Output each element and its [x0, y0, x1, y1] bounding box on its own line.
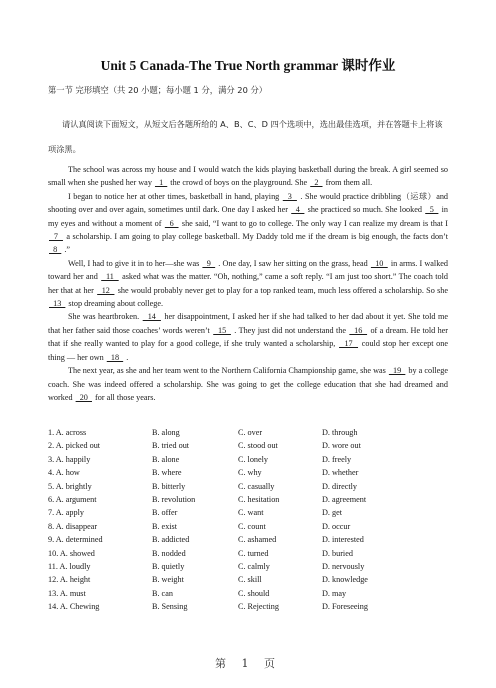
option-choice: C. hesitation [238, 494, 280, 504]
passage-text: the crowd of boys on the playground. She [168, 178, 310, 188]
option-choice: B. Sensing [152, 602, 188, 612]
blank-number: 8 [49, 245, 62, 255]
passage-text: she practiced so much. She looked [305, 205, 425, 215]
blank-number: 17 [339, 339, 359, 349]
blank-number: 2 [310, 178, 323, 188]
blank-number: 13 [49, 299, 66, 309]
passage-text: She was heartbroken. [68, 312, 142, 322]
passage-paragraph [48, 163, 448, 190]
passage-text: Well, I had to give it in to her—she was [68, 258, 202, 268]
option-choice: B. tried out [152, 441, 190, 451]
passage-text: . She would practice dribbling（运球）and shooting over and over again, sometimes until dark. One day I asked her [48, 191, 449, 215]
blank-number: 10 [370, 258, 388, 268]
option-row [48, 573, 448, 586]
passage-text: .” [62, 245, 71, 255]
option-row [48, 493, 448, 506]
instructions: 请认真阅读下面短文，从短文后各题所给的 A、B、C、D 四个选项中，选出最佳选项，并在答题卡上将该项涂黑。 [48, 119, 443, 154]
option-row [48, 560, 448, 573]
option-row [48, 600, 448, 613]
option-choice: 10. A. showed [48, 548, 95, 558]
option-choice: D. knowledge [322, 575, 368, 585]
blank-number: 3 [282, 191, 297, 201]
option-choice: 2. A. picked out [48, 441, 101, 451]
option-choice: B. addicted [152, 535, 190, 545]
option-choice: C. should [238, 588, 270, 598]
page-title: Unit 5 Canada-The True North grammar 课时作业 [100, 58, 396, 73]
option-row [48, 520, 448, 533]
blank-number: 7 [49, 232, 63, 242]
option-choice: 9. A. determined [48, 535, 103, 545]
passage-paragraph [48, 310, 448, 364]
option-choice: D. directly [322, 481, 358, 491]
passage-text: in arms. I walked toward her and [48, 258, 449, 282]
option-row [48, 506, 448, 519]
passage-text: in my eyes and without a moment of [48, 205, 449, 228]
passage-text: her disappointment, I asked her if she had talked to her dad about it yet. She told me that her father said those coaches’ words weren’t [48, 312, 448, 335]
passage-text: from them all. [323, 178, 373, 188]
option-choice: B. bitterly [152, 481, 186, 491]
option-choice: B. alone [152, 454, 180, 464]
option-choice: 8. A. disappear [48, 521, 98, 531]
passage-text: The next year, as she and her team went to the Northern California Championship game, she was [68, 366, 388, 376]
passage-text: I began to notice her at other times, basketball in hand, playing [68, 191, 282, 201]
blank-number: 16 [349, 325, 368, 335]
option-choice: B. quietly [152, 561, 185, 571]
option-choice: 1. A. across [48, 428, 87, 437]
option-choice: D. buried [322, 548, 353, 558]
option-choice: B. nodded [152, 548, 186, 558]
option-row [48, 453, 448, 466]
option-choice: D. whether [322, 468, 359, 478]
passage-text: by a college coach. She was indeed offered a scholarship. She was going to get the college education that she had dreamed and worked [48, 366, 448, 402]
passage-text: a scholarship. I am going to play college basketball. My Daddy told me if the dream is big enough, the facts don’t [63, 232, 449, 242]
passage-text: stop dreaming about college. [66, 299, 164, 309]
option-choice: 3. A. happily [48, 454, 91, 464]
option-row [48, 439, 448, 452]
blank-number: 19 [388, 366, 406, 376]
passage-text: of a dream. He told her that if she really wanted to play for a good college, if she truly wanted a scholarship, [48, 325, 449, 349]
blank-number: 4 [291, 205, 305, 215]
option-choice: B. offer [152, 508, 178, 518]
passage-paragraph [48, 190, 448, 257]
option-choice: C. stood out [238, 441, 278, 451]
option-choice: D. freely [322, 454, 352, 464]
option-choice: C. why [238, 468, 262, 478]
option-row [48, 466, 448, 479]
option-choice: 6. A. argument [48, 494, 97, 504]
option-choice: 7. A. apply [48, 508, 84, 518]
option-choice: C. skill [238, 575, 262, 585]
option-choice: D. agreement [322, 494, 367, 504]
option-row [48, 547, 448, 560]
passage-text: . One day, I saw her sitting on the grass, head [216, 258, 370, 268]
option-choice: C. casually [238, 481, 275, 491]
option-choice: D. nervously [322, 561, 365, 571]
blank-number: 9 [202, 258, 216, 268]
option-choice: D. Foreseeing [322, 602, 368, 612]
passage [48, 163, 448, 404]
option-choice: D. wore out [322, 441, 361, 451]
option-choice: B. along [152, 428, 180, 437]
option-choice: C. Rejecting [238, 602, 279, 612]
passage-text: could stop her except one thing — her own [48, 339, 448, 362]
blank-number: 20 [75, 392, 92, 402]
option-row [48, 480, 448, 493]
passage-paragraph [48, 257, 448, 311]
option-choice: C. calmly [238, 561, 270, 571]
option-choice: 11. A. loudly [48, 561, 91, 571]
option-choice: D. through [322, 428, 358, 437]
option-choice: C. count [238, 521, 266, 531]
blank-number: 15 [213, 325, 231, 335]
option-choice: B. where [152, 468, 182, 478]
option-choice: C. ashamed [238, 535, 277, 545]
option-row [48, 533, 448, 546]
option-choice: C. want [238, 508, 264, 518]
option-choice: 12. A. height [48, 575, 91, 585]
blank-number: 14 [142, 312, 161, 322]
option-choice: B. exist [152, 521, 178, 531]
passage-text: . They just did not understand the [231, 325, 349, 335]
option-choice: C. over [238, 428, 263, 437]
passage-paragraph [48, 364, 448, 404]
blank-number: 6 [164, 218, 179, 228]
option-row [48, 426, 448, 439]
section-heading: 第一节 完形填空（共 20 小题；每小题 1 分，满分 20 分） [48, 85, 268, 95]
option-choice: C. lonely [238, 454, 269, 464]
option-choice: 5. A. brightly [48, 481, 92, 491]
passage-text: for all those years. [92, 392, 156, 402]
option-choice: B. can [152, 588, 173, 598]
option-choice: B. revolution [152, 494, 196, 504]
options-table [48, 426, 448, 613]
passage-text: . [124, 352, 129, 362]
blank-number: 5 [425, 205, 439, 215]
option-choice: D. occur [322, 521, 351, 531]
option-choice: 14. A. Chewing [48, 602, 100, 612]
passage-text: she said, “I want to go to college. The only way I can realize my dream is that I [179, 218, 448, 228]
blank-number: 1 [154, 178, 168, 188]
option-choice: 13. A. must [48, 588, 86, 598]
blank-number: 18 [106, 352, 124, 362]
blank-number: 11 [101, 272, 119, 282]
option-choice: B. weight [152, 575, 184, 585]
passage-text: asked what was the matter. “Oh, nothing,” came a soft reply. “I am just too short.” The coach told her that at her [48, 272, 449, 295]
option-choice: 4. A. how [48, 468, 80, 478]
option-choice: D. may [322, 588, 347, 598]
option-row [48, 587, 448, 600]
option-choice: D. interested [322, 535, 364, 545]
passage-text: The school was across my house and I would watch the kids playing basketball during the break. A girl seemed so small when she pushed her way [48, 165, 448, 188]
passage-text: she would probably never get to play for a top ranked team, much less offered a scholarship. So she [115, 285, 449, 295]
page-footer: 第 1 页 [215, 657, 281, 670]
option-choice: C. turned [238, 548, 269, 558]
option-choice: D. get [322, 508, 343, 518]
blank-number: 12 [97, 285, 115, 295]
